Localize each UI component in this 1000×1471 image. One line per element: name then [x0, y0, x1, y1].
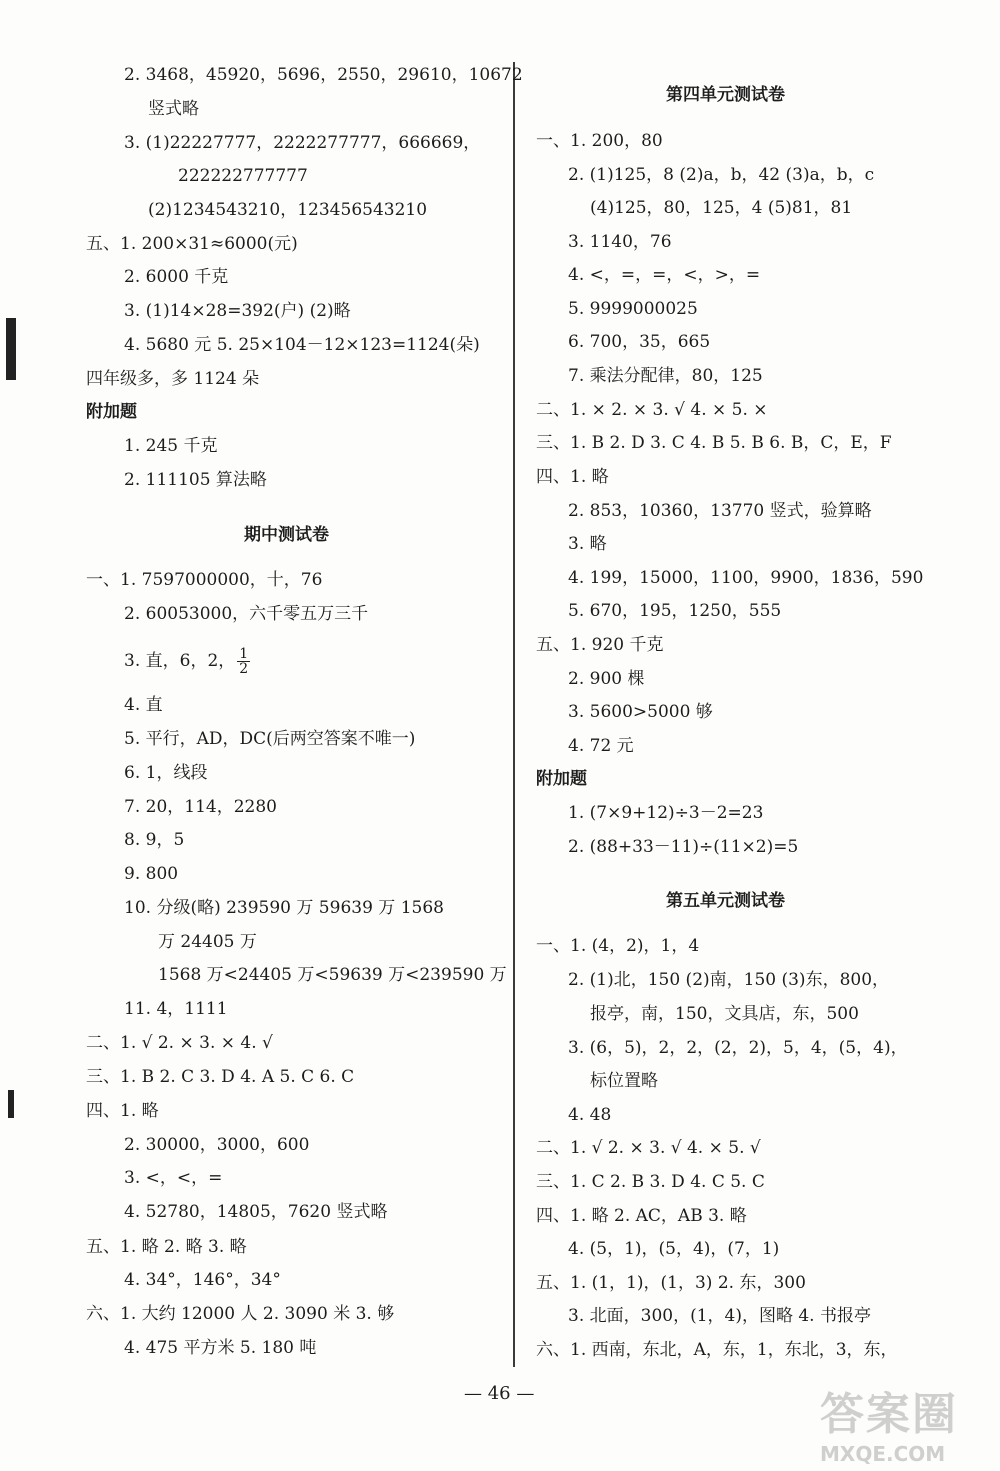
column-divider: [513, 62, 515, 1367]
answer-line: 五、1. 920 千克: [536, 635, 664, 655]
answer-line: 五、1. 略 2. 略 3. 略: [86, 1237, 247, 1257]
answer-line: (2)1234543210，123456543210: [148, 200, 428, 220]
answer-line: 2. 6000 千克: [124, 267, 229, 287]
answer-line: 3. 1140，76: [568, 232, 672, 252]
answer-line: 2. (1)125，8 (2)a，b，42 (3)a，b，c: [568, 165, 875, 185]
answer-line: 6. 700，35，665: [568, 332, 711, 352]
answer-line: 一、1. 7597000000，十，76: [86, 570, 323, 590]
answer-line: 三、1. B 2. D 3. C 4. B 5. B 6. B，C，E，F: [536, 433, 892, 453]
answer-line: 5. 平行，AD，DC(后两空答案不唯一): [124, 729, 416, 749]
answer-line: 2. (88+33－11)÷(11×2)=5: [568, 837, 799, 857]
answer-line: 3. 5600>5000 够: [568, 702, 713, 722]
answer-line: 5. 670，195，1250，555: [568, 601, 782, 621]
answer-line: 3. <，<，=: [124, 1168, 223, 1188]
answer-line: 五、1. (1，1)，(1，3) 2. 东，300: [536, 1273, 806, 1293]
answer-line: 3. (6，5)，2，2，(2，2)，5，4，(5，4)，: [568, 1038, 908, 1058]
section-heading: 第四单元测试卷: [666, 85, 785, 105]
answer-line: 10. 分级(略) 239590 万 59639 万 1568: [124, 898, 444, 918]
watermark-url: MXQE.COM: [820, 1442, 946, 1466]
answer-line: 报亭，南，150，文具店，东，500: [590, 1004, 859, 1024]
answer-line: 二、1. √ 2. × 3. √ 4. × 5. √: [536, 1138, 761, 1158]
answer-line: (4)125，80，125，4 (5)81，81: [590, 198, 853, 218]
answer-line: 4. 48: [568, 1105, 612, 1125]
fraction: [237, 647, 250, 676]
answer-line: 2. 30000，3000，600: [124, 1135, 310, 1155]
answer-line: 4. 72 元: [568, 736, 634, 756]
section-heading: 第五单元测试卷: [666, 891, 785, 911]
answer-line: 4. 34°，146°，34°: [124, 1270, 281, 1290]
answer-line: 2. 900 棵: [568, 669, 645, 689]
answer-text: 3. 直，6，2，: [124, 651, 236, 671]
answer-line: 三、1. B 2. C 3. D 4. A 5. C 6. C: [86, 1067, 355, 1087]
answer-line: 7. 20，114，2280: [124, 797, 277, 817]
answer-line: [124, 647, 250, 676]
answer-line: 标位置略: [590, 1071, 658, 1091]
answer-line: 5. 9999000025: [568, 299, 698, 319]
scan-mark: [8, 1090, 14, 1118]
answer-line: 2. 111105 算法略: [124, 470, 267, 490]
answer-line: 3. (1)22227777，2222277777，666669，: [124, 133, 481, 153]
answer-line: 7. 乘法分配律，80，125: [568, 366, 763, 386]
answer-line: 四、1. 略: [536, 467, 609, 487]
answer-line: 竖式略: [148, 99, 199, 119]
watermark-logo: [820, 1378, 990, 1468]
answer-line: 二、1. √ 2. × 3. × 4. √: [86, 1033, 273, 1053]
answer-line: 三、1. C 2. B 3. D 4. C 5. C: [536, 1172, 765, 1192]
answer-line: 4. 199，15000，1100，9900，1836，590: [568, 568, 924, 588]
page-number: — 46 —: [464, 1383, 535, 1404]
answer-line: 4. 475 平方米 5. 180 吨: [124, 1338, 317, 1358]
answer-line: 2. (1)北，150 (2)南，150 (3)东，800，: [568, 970, 890, 990]
answer-line: 四、1. 略 2. AC，AB 3. 略: [536, 1206, 747, 1226]
answer-line: 9. 800: [124, 864, 179, 884]
answer-line: 8. 9，5: [124, 830, 185, 850]
answer-line: 3. 略: [568, 534, 607, 554]
answer-line: 4. 直: [124, 695, 163, 715]
answer-line: 1568 万<24405 万<59639 万<239590 万: [158, 965, 507, 985]
answer-line: 11. 4，1111: [124, 999, 228, 1019]
answer-line: 1. (7×9+12)÷3－2=23: [568, 803, 764, 823]
answer-line: 万 24405 万: [158, 932, 257, 952]
fraction-numerator: 1: [239, 646, 249, 662]
answer-line: 五、1. 200×31≈6000(元): [86, 234, 298, 254]
answer-line: 3. 北面，300，(1，4)，图略 4. 书报亭: [568, 1306, 871, 1326]
answer-line: 2. 60053000，六千零五万三千: [124, 604, 369, 624]
watermark-text: 答案圈: [820, 1389, 958, 1440]
answer-line: 4. 52780，14805，7620 竖式略: [124, 1202, 388, 1222]
fraction-denominator: 2: [239, 661, 249, 677]
answer-line: 一、1. (4，2)，1，4: [536, 936, 700, 956]
answer-line: 四、1. 略: [86, 1101, 159, 1121]
answer-line: 2. 853，10360，13770 竖式，验算略: [568, 501, 872, 521]
answer-line: 六、1. 西南，东北，A，东，1，东北，3，东，: [536, 1340, 898, 1360]
answer-line: 3. (1)14×28=392(户) (2)略: [124, 301, 351, 321]
answer-line: 2. 3468，45920，5696，2550，29610，10672: [124, 65, 523, 85]
answer-line: 六、1. 大约 12000 人 2. 3090 米 3. 够: [86, 1304, 395, 1324]
section-heading: 期中测试卷: [244, 525, 329, 545]
answer-line: 四年级多，多 1124 朵: [86, 369, 260, 389]
answer-line: 222222777777: [178, 166, 308, 186]
answer-line: 一、1. 200，80: [536, 131, 663, 151]
answer-line: 二、1. × 2. × 3. √ 4. × 5. ×: [536, 400, 768, 420]
answer-line: 4. <，=，=，<，>，=: [568, 265, 761, 285]
answer-line: 6. 1，线段: [124, 763, 208, 783]
answer-line: 4. (5，1)，(5，4)，(7，1): [568, 1239, 780, 1259]
section-label: 附加题: [86, 402, 137, 422]
section-label: 附加题: [536, 769, 587, 789]
scan-mark: [6, 318, 16, 380]
answer-line: 4. 5680 元 5. 25×104－12×123=1124(朵): [124, 335, 480, 355]
answer-line: 1. 245 千克: [124, 436, 218, 456]
